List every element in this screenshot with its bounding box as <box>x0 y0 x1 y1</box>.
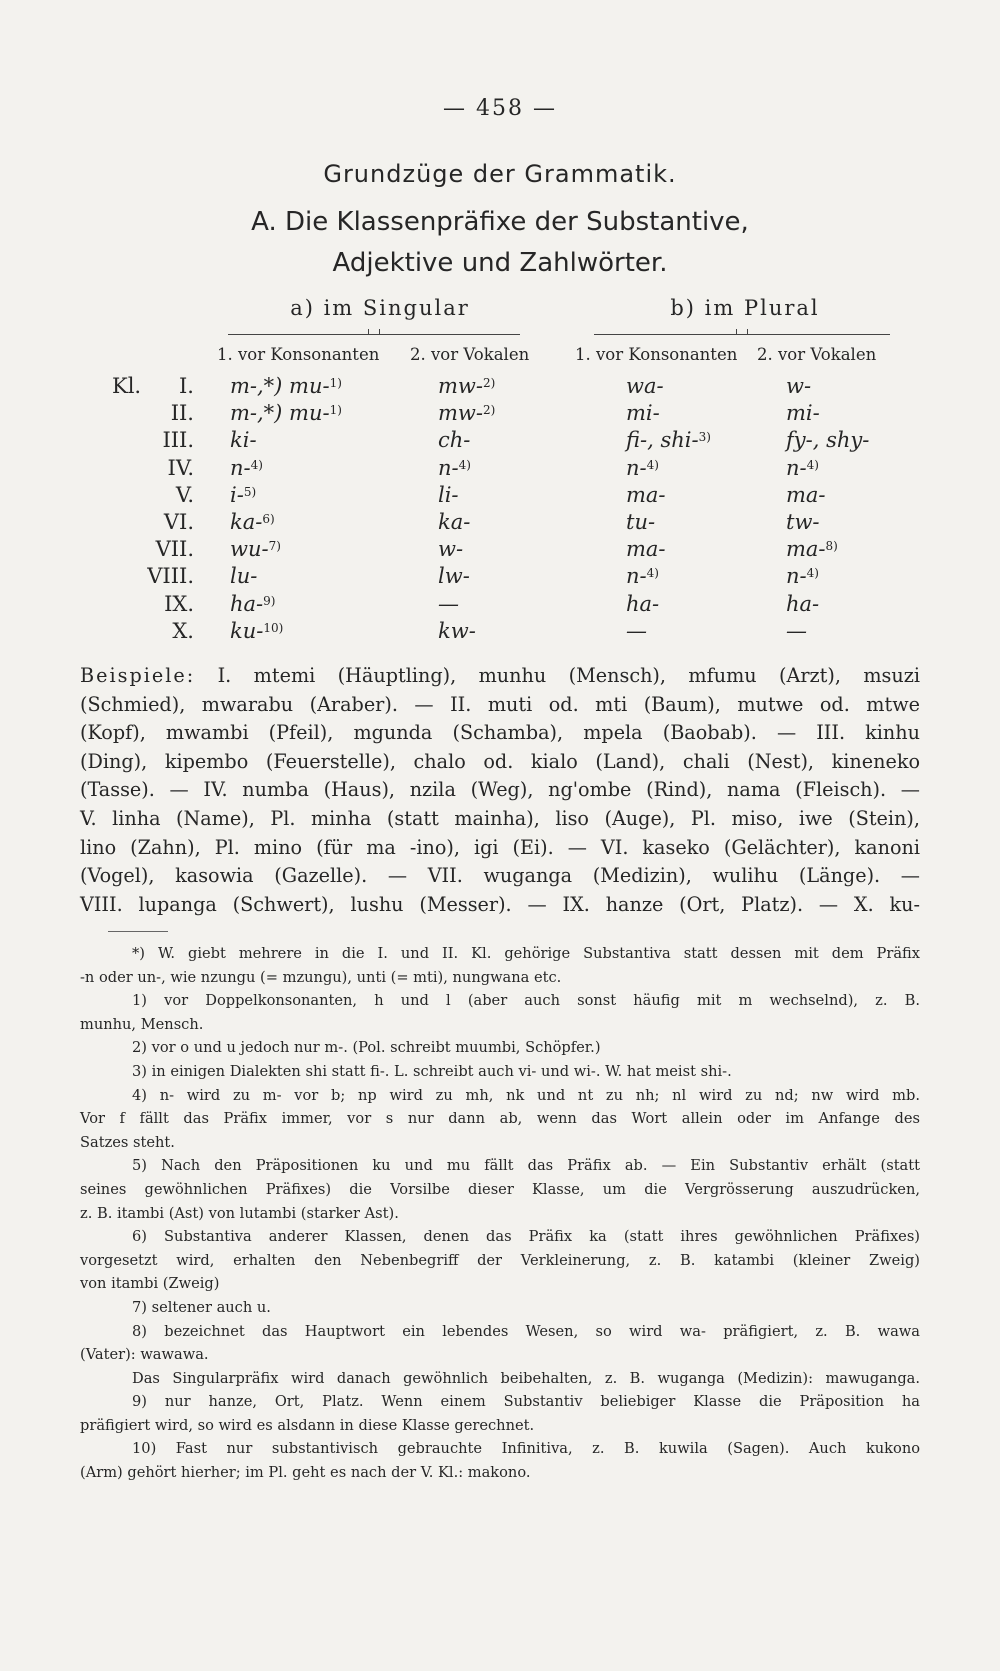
row-class-number: V. <box>175 482 194 507</box>
footnote-10-line1: 10) Fast nur substantivisch gebrauchte Infinitiva, z. B. kuwila (Sagen). Auch kukono <box>132 1440 920 1458</box>
col-sg-vowels: 2. vor Vokalen <box>410 345 530 364</box>
footnotes <box>80 942 920 1485</box>
brace-plural <box>594 334 890 341</box>
footnote-4-line1: 4) n- wird zu m- vor b; np wird zu mh, nk und nt zu nh; nl wird zu nd; nw wird mb. <box>132 1086 920 1104</box>
prefix-text: n- <box>786 564 807 589</box>
example-line: (Vogel), kasowia (Gazelle). — VII. wuganga (Medizin), wulihu (Länge). — <box>80 864 920 888</box>
prefix-cell-pl-vow <box>786 564 819 588</box>
prefix-cell-pl-cons <box>626 374 664 398</box>
prefix-cell-pl-vow <box>786 537 838 561</box>
row-class-number: VII. <box>155 537 194 562</box>
footnote-5-line3: z. B. itambi (Ast) von lutambi (starker Ast). <box>80 1204 399 1222</box>
footnote-2: 2) vor o und u jedoch nur m-. (Pol. schreibt muumbi, Schöpfer.) <box>132 1039 601 1057</box>
examples-paragraph <box>80 662 920 919</box>
footnote-rule <box>108 931 168 932</box>
prefix-text: ka- <box>230 510 263 534</box>
prefix-cell-sg-cons <box>230 564 257 588</box>
prefix-text: tw- <box>786 510 820 534</box>
prefix-cell-sg-vow <box>438 428 470 452</box>
prefix-text: ha- <box>626 591 660 616</box>
prefix-text: n- <box>786 455 807 480</box>
prefix-cell-sg-cons <box>230 428 257 452</box>
footnote-7: 7) seltener auch u. <box>132 1298 271 1316</box>
footnote-ref: 4) <box>806 566 819 581</box>
prefix-text: w- <box>438 537 464 562</box>
row-class-number: I. <box>179 374 194 398</box>
prefix-cell-sg-vow <box>438 564 470 588</box>
prefix-text: wa- <box>626 374 664 398</box>
prefix-cell-pl-vow <box>786 619 807 643</box>
footnote-10-line2: (Arm) gehört hierher; im Pl. geht es nach der V. Kl.: makono. <box>80 1464 531 1482</box>
footnote-ref: 10) <box>263 620 284 635</box>
prefix-cell-sg-vow <box>438 401 495 425</box>
example-line: (Tasse). — IV. numba (Haus), nzila (Weg), ng'ombe (Rind), nama (Fleisch). — <box>80 778 920 802</box>
example-line: (Kopf), mwambi (Pfeil), mgunda (Schamba), mpela (Baobab). — III. kinhu <box>80 721 920 745</box>
examples-label: Beispiele: <box>80 664 196 687</box>
class-label: Kl. <box>112 374 142 398</box>
example-line: lino (Zahn), Pl. mino (für ma -ino), igi (Ei). — VI. kaseko (Gelächter), kanoni <box>80 835 920 859</box>
prefix-cell-pl-cons <box>626 537 666 561</box>
prefix-cell-sg-vow <box>438 592 459 616</box>
footnote-4-line3: Satzes steht. <box>80 1133 175 1151</box>
example-line: VIII. lupanga (Schwert), lushu (Messer). — IX. hanze (Ort, Platz). — X. ku- <box>80 892 920 916</box>
prefix-cell-pl-vow <box>786 510 820 534</box>
prefix-cell-sg-vow <box>438 537 463 561</box>
prefix-text: — <box>626 618 647 643</box>
footnote-ref: 4) <box>646 457 659 472</box>
footnote-6-line2: vorgesetzt wird, erhalten den Nebenbegriff der Verkleinerung, z. B. katambi (kleiner Zweig) <box>80 1251 920 1269</box>
prefix-cell-pl-vow <box>786 374 811 398</box>
footnote-ref: 4) <box>458 457 471 472</box>
prefix-text: n- <box>438 455 459 480</box>
prefix-cell-sg-cons <box>230 619 283 643</box>
prefix-text: — <box>786 618 807 643</box>
row-class-number: VI. <box>163 510 194 534</box>
prefix-text: lw- <box>438 564 470 589</box>
prefix-text: n- <box>626 564 647 589</box>
prefix-cell-sg-vow <box>438 374 495 398</box>
footnote-6-line1: 6) Substantiva anderer Klassen, denen das Präfix ka (statt ihres gewöhnlichen Präfixes) <box>132 1228 920 1246</box>
footnote-6-line3: von itambi (Zweig) <box>80 1275 220 1293</box>
prefix-cell-sg-cons <box>230 537 281 561</box>
prefix-text: n- <box>230 455 251 480</box>
footnote-ref: 6) <box>262 512 275 526</box>
footnote-8-line3: Das Singularpräfix wird danach gewöhnlich beibehalten, z. B. wuganga (Medizin): mawuganga. <box>132 1369 920 1387</box>
prefix-text: ku- <box>230 618 264 643</box>
example-line: (Schmied), mwarabu (Araber). — II. muti od. mti (Baum), mutwe od. mtwe <box>80 692 920 716</box>
footnote-5-line2: seines gewöhnlichen Präfixes) die Vorsilbe dieser Klasse, um die Vergrösserung auszudrücken, <box>80 1180 920 1198</box>
row-class-number: VIII. <box>147 564 194 589</box>
footnote-ref: 1) <box>329 403 342 418</box>
prefix-cell-pl-cons <box>626 510 655 534</box>
group-singular: a) im Singular <box>290 296 470 320</box>
footnote-1-line2: munhu, Mensch. <box>80 1015 204 1033</box>
prefix-text: wu- <box>230 537 269 562</box>
prefix-cell-pl-vow <box>786 428 869 452</box>
prefix-text: ma- <box>626 537 666 562</box>
prefix-text: n- <box>626 455 647 480</box>
prefix-text: lu- <box>230 564 258 589</box>
page-number: — 458 — <box>443 96 557 121</box>
section-title-line2: Adjektive und Zahlwörter. <box>332 248 668 278</box>
prefix-text: ma- <box>786 537 826 562</box>
prefix-cell-sg-cons <box>230 592 275 616</box>
footnote-1-line1: 1) vor Doppelkonsonanten, h und l (aber auch sonst häufig mit m wechselnd), z. B. <box>132 992 920 1010</box>
prefix-text: ma- <box>786 482 826 507</box>
prefix-text: ha- <box>230 591 264 616</box>
prefix-cell-pl-vow <box>786 456 819 480</box>
prefix-text: ma- <box>626 482 666 507</box>
footnote-9-line2: präfigiert wird, so wird es alsdann in diese Klasse gerechnet. <box>80 1416 535 1434</box>
prefix-cell-sg-cons <box>230 401 342 425</box>
row-class-number: IV. <box>167 455 194 480</box>
prefix-text: kw- <box>438 618 476 643</box>
col-sg-consonants: 1. vor Konsonanten <box>217 345 380 364</box>
prefix-cell-pl-cons <box>626 619 647 643</box>
footnote-ref: 7) <box>268 539 281 554</box>
row-class-number: II. <box>170 401 194 426</box>
prefix-cell-sg-vow <box>438 483 459 507</box>
prefix-text: w- <box>786 374 812 398</box>
prefix-text: ki- <box>230 428 257 453</box>
prefix-cell-pl-cons <box>626 592 659 616</box>
prefix-cell-pl-cons <box>626 428 711 452</box>
footnote-4-line2: Vor f fällt das Präfix immer, vor s nur dann ab, wenn das Wort allein oder im Anfange des <box>80 1110 920 1128</box>
prefix-cell-pl-cons <box>626 401 660 425</box>
prefix-text: m-,*) mu- <box>230 401 330 426</box>
footnote-ref: 4) <box>806 457 819 472</box>
prefix-text: ch- <box>438 428 471 453</box>
footnote-ref: 4) <box>646 566 659 581</box>
footnote-star-line1: *) W. giebt mehrere in die I. und II. Kl. gehörige Substantiva statt dessen mit dem Präfix <box>132 945 920 962</box>
prefix-text: fi-, shi- <box>626 428 699 453</box>
prefix-text: ha- <box>786 591 820 616</box>
prefix-cell-pl-cons <box>626 564 659 588</box>
footnote-ref: 4) <box>250 457 263 472</box>
footnote-ref: 2) <box>482 376 496 390</box>
footnote-3: 3) in einigen Dialekten shi statt fi-. L. schreibt auch vi- und wi-. W. hat meist shi-. <box>132 1062 732 1080</box>
prefix-text: i- <box>230 482 244 507</box>
prefix-cell-sg-cons <box>230 456 263 480</box>
prefix-cell-sg-cons <box>230 483 256 507</box>
prefix-text: mw- <box>438 401 483 426</box>
prefix-cell-sg-vow <box>438 510 470 534</box>
prefix-text: mw- <box>438 374 483 398</box>
col-pl-vowels: 2. vor Vokalen <box>757 345 877 364</box>
section-title-line1: A. Die Klassenpräfixe der Substantive, <box>251 207 749 237</box>
prefix-text: tu- <box>626 510 656 534</box>
footnote-8-line1: 8) bezeichnet das Hauptwort ein lebendes Wesen, so wird wa- präfigiert, z. B. wawa <box>132 1322 920 1340</box>
footnote-9-line1: 9) nur hanze, Ort, Platz. Wenn einem Substantiv beliebiger Klasse die Präposition ha <box>132 1393 920 1411</box>
row-class-number: X. <box>172 618 194 643</box>
prefix-cell-pl-vow <box>786 483 826 507</box>
group-plural: b) im Plural <box>670 296 820 320</box>
prefix-text: — <box>438 591 459 616</box>
footnote-ref: 5) <box>243 484 257 499</box>
footnote-ref: 2) <box>482 403 496 418</box>
chapter-title: Grundzüge der Grammatik. <box>323 160 677 188</box>
prefix-text: ka- <box>438 510 471 534</box>
prefix-cell-sg-cons <box>230 374 342 398</box>
prefix-text: fy-, shy- <box>786 428 870 453</box>
footnote-5-line1: 5) Nach den Präpositionen ku und mu fällt das Präfix ab. — Ein Substantiv erhält (statt <box>132 1157 920 1175</box>
prefix-cell-sg-cons <box>230 510 275 534</box>
footnote-ref: 1) <box>329 376 342 390</box>
col-pl-consonants: 1. vor Konsonanten <box>575 345 738 364</box>
prefix-text: mi- <box>786 401 820 426</box>
footnote-8-line2: (Vater): wawawa. <box>80 1346 209 1364</box>
prefix-cell-pl-cons <box>626 483 666 507</box>
prefix-cell-pl-vow <box>786 401 820 425</box>
footnote-ref: 8) <box>825 539 838 554</box>
prefix-cell-pl-vow <box>786 592 819 616</box>
row-class-number: III. <box>162 428 194 453</box>
row-class-number: IX. <box>164 591 194 616</box>
prefix-text: mi- <box>626 401 660 426</box>
example-line: Beispiele: I. mtemi (Häuptling), munhu (Mensch), mfumu (Arzt), msuzi <box>80 664 920 687</box>
brace-singular <box>228 334 520 341</box>
footnote-star-line2: -n oder un-, wie nzungu (= mzungu), unti (= mti), nungwana etc. <box>80 968 562 986</box>
footnote-ref: 9) <box>263 593 276 608</box>
example-line: (Ding), kipembo (Feuerstelle), chalo od. kialo (Land), chali (Nest), kineneko <box>80 749 920 773</box>
footnote-ref: 3) <box>698 430 711 445</box>
prefix-cell-sg-vow <box>438 456 471 480</box>
prefix-text: li- <box>438 482 459 507</box>
prefix-text: m-,*) mu- <box>230 374 330 398</box>
example-line: V. linha (Name), Pl. minha (statt mainha), liso (Auge), Pl. miso, iwe (Stein), <box>80 806 920 830</box>
prefix-cell-pl-cons <box>626 456 659 480</box>
prefix-cell-sg-vow <box>438 619 476 643</box>
